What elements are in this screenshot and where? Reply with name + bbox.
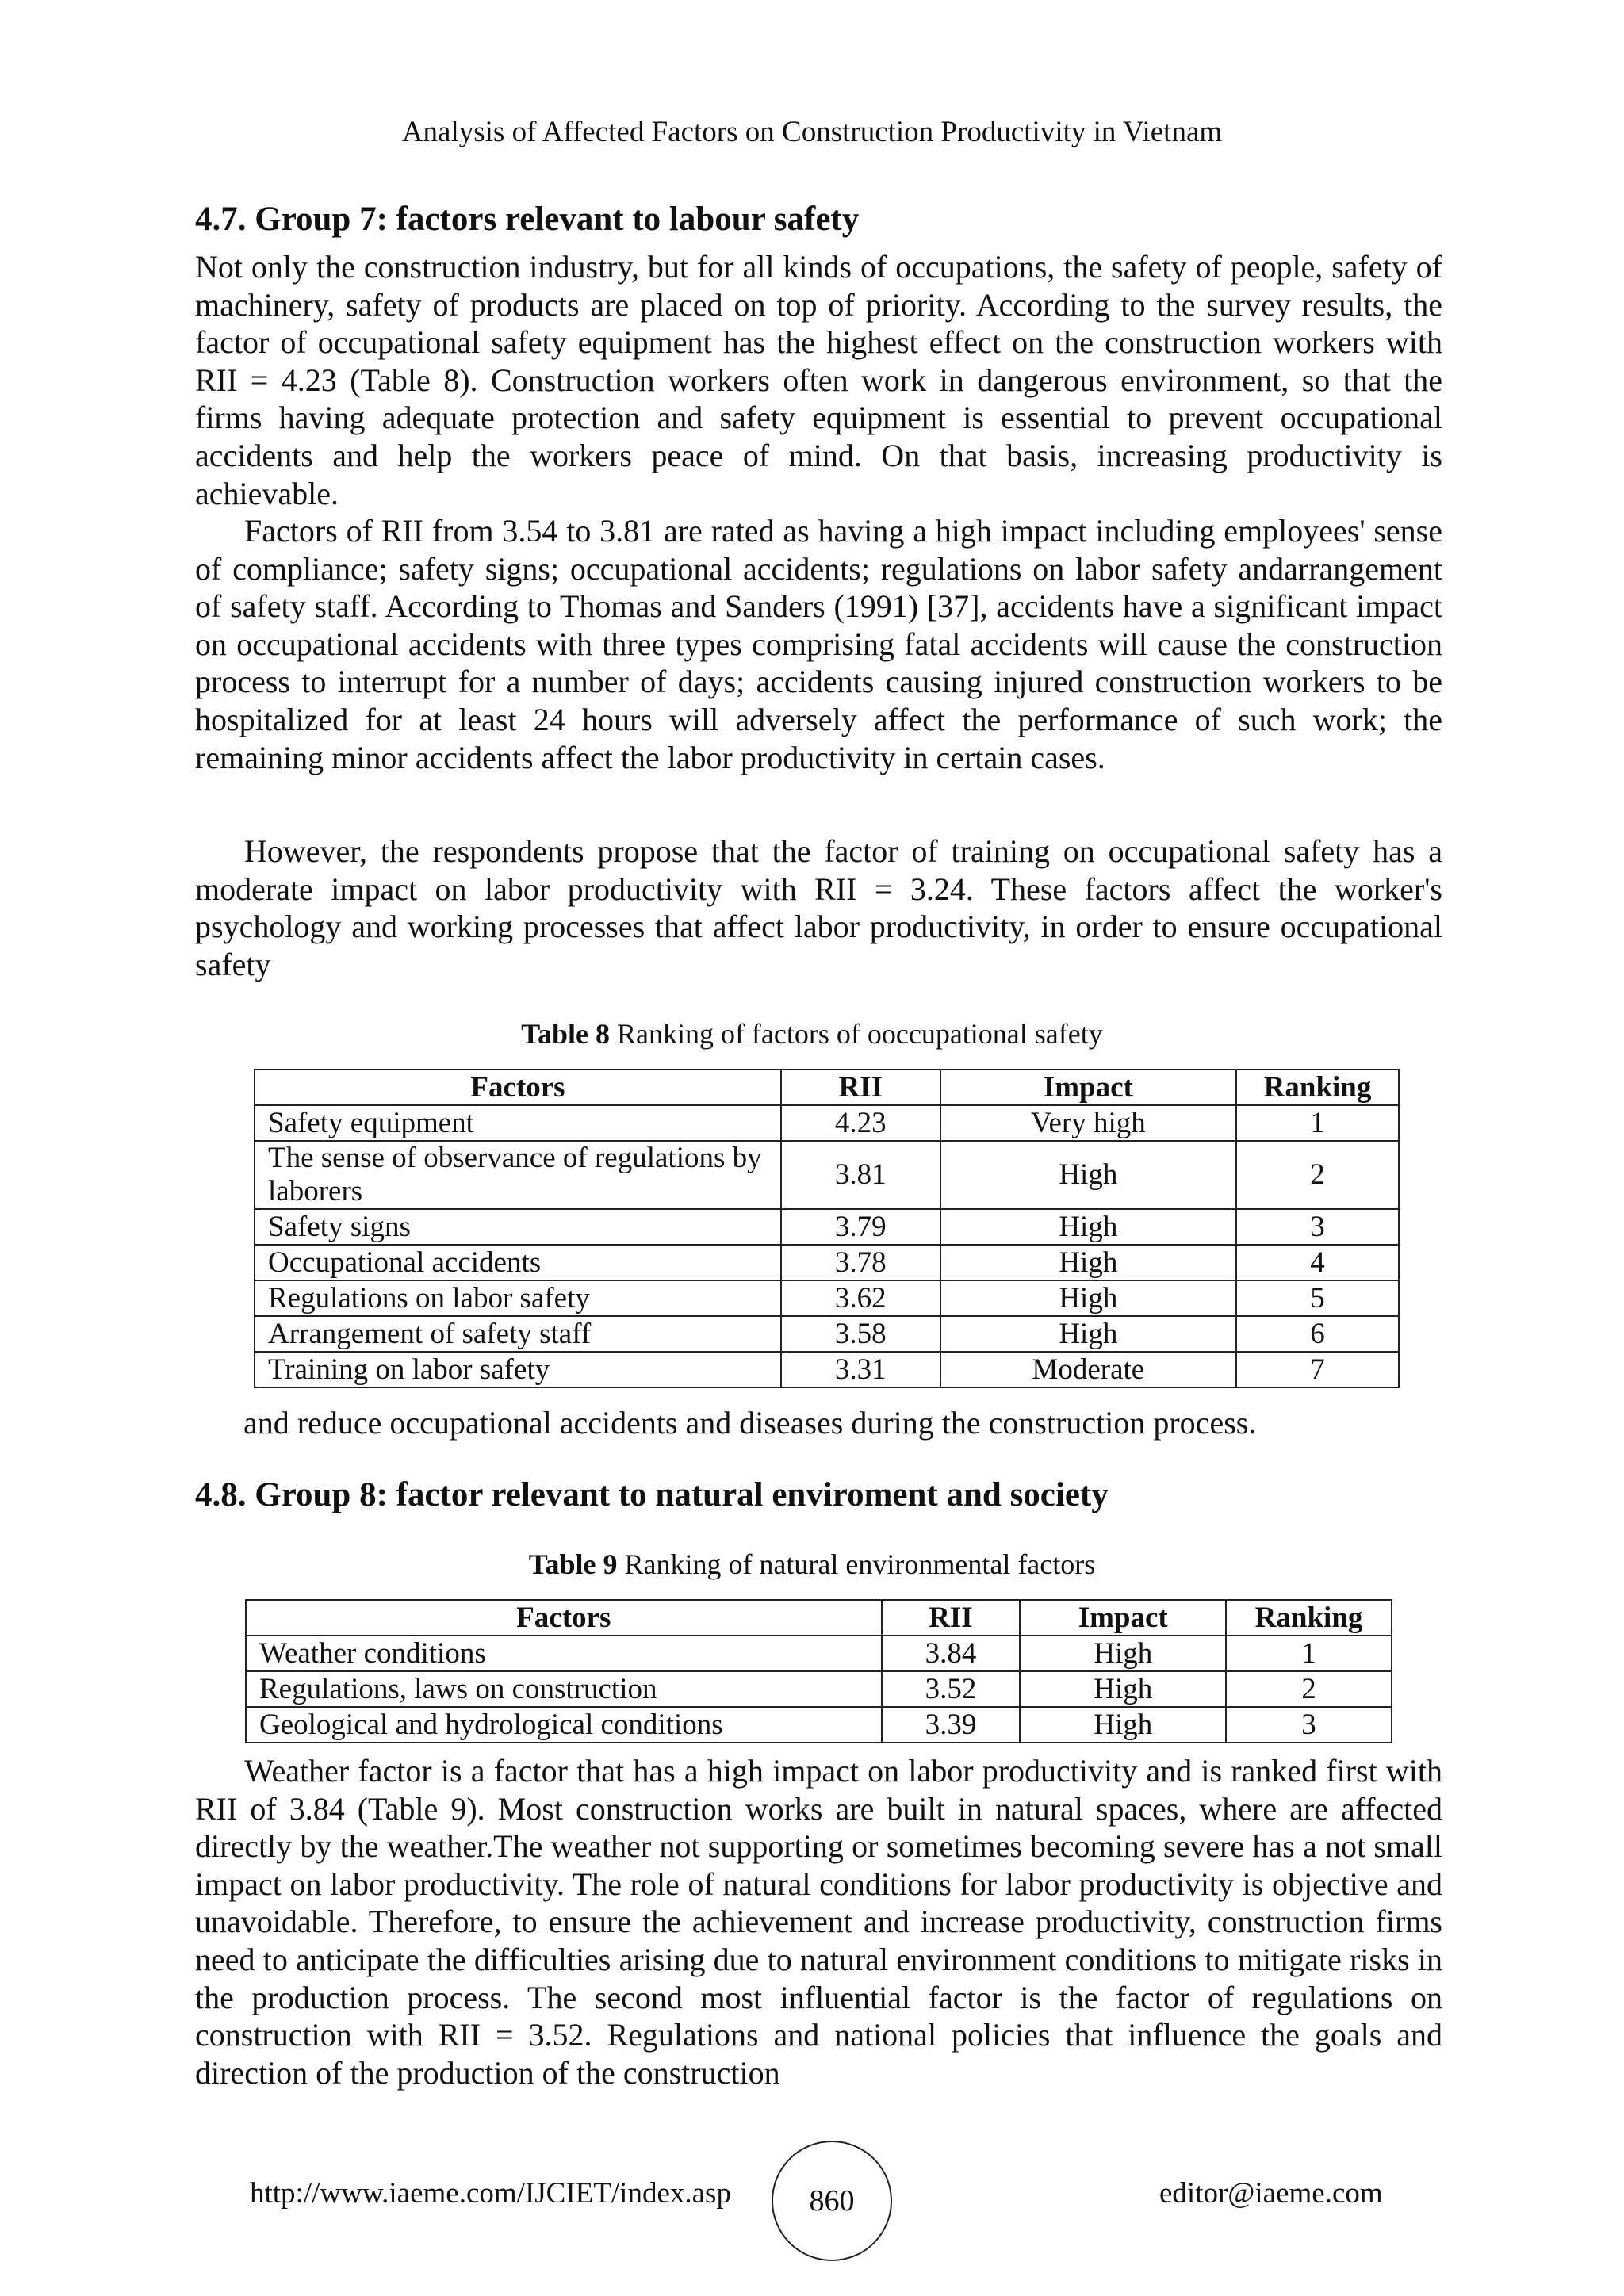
table-row <box>246 1636 1392 1671</box>
header-impact: Impact <box>940 1070 1236 1105</box>
table-9 <box>245 1599 1392 1743</box>
cell-factor: Occupational accidents <box>255 1245 781 1280</box>
header-ranking: Ranking <box>1226 1600 1392 1636</box>
table-8 <box>254 1069 1400 1388</box>
cell-ranking: 4 <box>1236 1245 1399 1280</box>
cell-rii: 3.58 <box>781 1316 940 1352</box>
cell-rii: 3.62 <box>781 1280 940 1316</box>
header-impact: Impact <box>1020 1600 1226 1636</box>
cell-factor: Safety equipment <box>255 1105 781 1141</box>
section-heading-4-7: 4.7. Group 7: factors relevant to labour safety <box>195 201 860 238</box>
caption-text: Ranking of factors of ooccupational safety <box>609 1018 1103 1050</box>
footer-url-link[interactable]: http://www.iaeme.com/IJCIET/index.asp <box>250 2177 731 2210</box>
table-row <box>255 1352 1399 1387</box>
cell-ranking: 7 <box>1236 1352 1399 1387</box>
page-number <box>772 2141 892 2261</box>
cell-ranking: 1 <box>1236 1105 1399 1141</box>
cell-factor: Weather conditions <box>246 1636 882 1671</box>
cell-impact: High <box>940 1280 1236 1316</box>
paragraph: Factors of RII from 3.54 to 3.81 are rated as having a high impact including employees' sense of compliance; safety signs; occupational accidents; regulations on labor safety andarrangement of safety staff. According to Thomas and Sanders (1991) [37], accidents have a significant impact on occupational accidents with three types comprising fatal accidents will cause the construction process to interrupt for a number of days; accidents causing injured construction workers to be hospitalized for at least 24 hours will adversely affect the performance of such work; the remaining minor accidents affect the labor productivity in certain cases. <box>195 513 1442 775</box>
table-9-caption <box>0 1548 1624 1581</box>
cell-rii: 3.84 <box>882 1636 1021 1671</box>
cell-factor: Safety signs <box>255 1209 781 1245</box>
footer-email-link[interactable]: editor@iaeme.com <box>1159 2177 1383 2210</box>
cell-impact: High <box>940 1245 1236 1280</box>
cell-impact: High <box>1020 1636 1226 1671</box>
cell-impact: Moderate <box>940 1352 1236 1387</box>
table-row <box>255 1316 1399 1352</box>
section-heading-4-8: 4.8. Group 8: factor relevant to natural enviroment and society <box>195 1476 1109 1513</box>
table-row <box>246 1671 1392 1707</box>
cell-factor: Arrangement of safety staff <box>255 1316 781 1352</box>
cell-ranking: 3 <box>1236 1209 1399 1245</box>
table-row <box>255 1280 1399 1316</box>
table-header-row <box>255 1070 1399 1105</box>
cell-ranking: 2 <box>1236 1141 1399 1209</box>
cell-rii: 4.23 <box>781 1105 940 1141</box>
table-row <box>255 1141 1399 1209</box>
table-row <box>255 1245 1399 1280</box>
table-row <box>246 1707 1392 1743</box>
table-label: Table 9 <box>528 1548 618 1580</box>
cell-ranking: 6 <box>1236 1316 1399 1352</box>
cell-rii: 3.81 <box>781 1141 940 1209</box>
header-factors: Factors <box>246 1600 882 1636</box>
table-header-row <box>246 1600 1392 1636</box>
table-8-caption <box>0 1017 1624 1050</box>
header-rii: RII <box>882 1600 1021 1636</box>
cell-impact: High <box>940 1316 1236 1352</box>
cell-impact: High <box>940 1141 1236 1209</box>
cell-rii: 3.78 <box>781 1245 940 1280</box>
paragraph-continuation: and reduce occupational accidents and diseases during the construction process. <box>243 1405 1257 1441</box>
running-title: Analysis of Affected Factors on Construction Productivity in Vietnam <box>401 116 1223 148</box>
cell-rii: 3.39 <box>882 1707 1021 1743</box>
header-factors: Factors <box>255 1070 781 1105</box>
cell-impact: High <box>1020 1707 1226 1743</box>
caption-text: Ranking of natural environmental factors <box>617 1548 1096 1580</box>
table-label: Table 8 <box>521 1018 610 1050</box>
page-number-text: 860 <box>809 2184 855 2218</box>
table-row <box>255 1105 1399 1141</box>
cell-factor: Regulations on labor safety <box>255 1280 781 1316</box>
table-row <box>255 1209 1399 1245</box>
cell-factor: Training on labor safety <box>255 1352 781 1387</box>
cell-ranking: 2 <box>1226 1671 1392 1707</box>
cell-impact: High <box>1020 1671 1226 1707</box>
cell-factor: Regulations, laws on construction <box>246 1671 882 1707</box>
paragraph: Weather factor is a factor that has a high impact on labor productivity and is ranked first with RII of 3.84 (Table 9). Most construction works are built in natural spaces, where are affected directly by the weather.The weather not supporting or sometimes becoming severe has a not small impact on labor productivity. The role of natural conditions for labor productivity is objective and unavoidable. Therefore, to ensure the achievement and increase productivity, construction firms need to anticipate the difficulties arising due to natural environment conditions to mitigate risks in the production process. The second most influential factor is the factor of regulations on construction with RII = 3.52. Regulations and national policies that influence the goals and direction of the production of the construction <box>195 1753 1442 2091</box>
cell-rii: 3.79 <box>781 1209 940 1245</box>
header-rii: RII <box>781 1070 940 1105</box>
cell-factor: The sense of observance of regulations by laborers <box>255 1141 781 1209</box>
cell-ranking: 5 <box>1236 1280 1399 1316</box>
cell-ranking: 3 <box>1226 1707 1392 1743</box>
cell-impact: High <box>940 1209 1236 1245</box>
cell-impact: Very high <box>940 1105 1236 1141</box>
paragraph: Not only the construction industry, but for all kinds of occupations, the safety of people, safety of machinery, safety of products are placed on top of priority. According to the survey results, the factor of occupational safety equipment has the highest effect on the construction workers with RII = 4.23 (Table 8). Construction workers often work in dangerous environment, so that the firms having adequate protection and safety equipment is essential to prevent occupational accidents and help the workers peace of mind. On that basis, increasing productivity is achievable. <box>195 249 1442 511</box>
header-ranking: Ranking <box>1236 1070 1399 1105</box>
cell-rii: 3.31 <box>781 1352 940 1387</box>
cell-rii: 3.52 <box>882 1671 1021 1707</box>
cell-factor: Geological and hydrological conditions <box>246 1707 882 1743</box>
cell-ranking: 1 <box>1226 1636 1392 1671</box>
paragraph: However, the respondents propose that the factor of training on occupational safety has a moderate impact on labor productivity with RII = 3.24. These factors affect the worker's psychology and working processes that affect labor productivity, in order to ensure occupational safety <box>195 833 1442 982</box>
